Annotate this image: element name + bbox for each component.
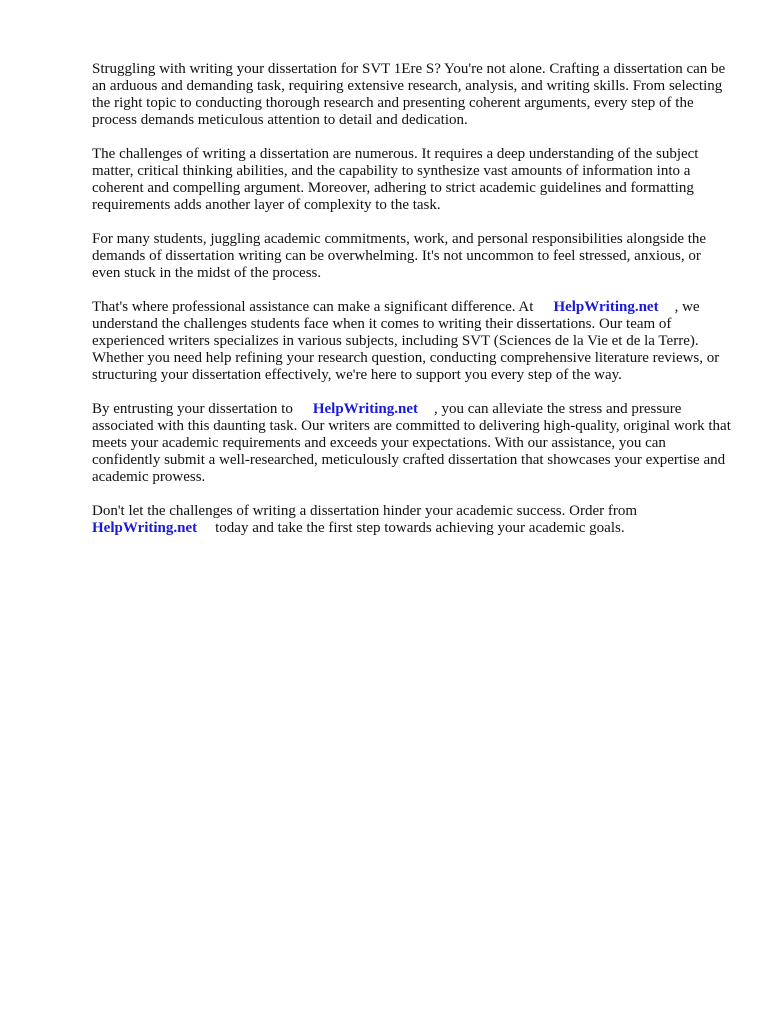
paragraph-order xyxy=(92,503,732,537)
helpwriting-link[interactable]: HelpWriting.net xyxy=(92,520,198,536)
paragraph-challenges: The challenges of writing a dissertation are numerous. It requires a deep understanding of the subject matter, critical thinking abilities, and the capability to synthesize vast amounts of information into a coherent and compelling argument. Moreover, adhering to strict academic guidelines and formatting requirements adds another layer of complexity to the task. xyxy=(92,146,699,213)
paragraph-entrusting xyxy=(92,401,732,486)
helpwriting-link[interactable]: HelpWriting.net xyxy=(553,299,659,315)
paragraph-assistance-text-before: That's where professional assistance can make a significant difference. At xyxy=(92,299,534,315)
paragraph-assistance xyxy=(92,299,732,384)
paragraph-intro: Struggling with writing your dissertation for SVT 1Ere S? You're not alone. Crafting a dissertation can be an arduous and demanding task, requiring extensive research, analysis, and writing skills. From selecting the right topic to conducting thorough research and presenting coherent arguments, every step of the process demands meticulous attention to detail and dedication. xyxy=(92,61,726,128)
document-body xyxy=(92,61,732,554)
paragraph-assistance-text-after: , we understand the challenges students face when it comes to writing their dissertations. Our team of experienced writers specializes in various subjects, including SVT (Sciences de la Vie et de la Terre). Whether you need help refining your research question, conducting comprehensive literature reviews, or structuring your dissertation effectively, we're here to support you every step of the way. xyxy=(92,299,720,383)
paragraph-students: For many students, juggling academic commitments, work, and personal responsibilities alongside the demands of dissertation writing can be overwhelming. It's not uncommon to feel stressed, anxious, or even stuck in the midst of the process. xyxy=(92,231,707,281)
paragraph-order-text-before: Don't let the challenges of writing a dissertation hinder your academic success. Order from xyxy=(92,503,638,519)
paragraph-order-text-after: today and take the first step towards achieving your academic goals. xyxy=(215,520,625,536)
paragraph-entrusting-text-after: , you can alleviate the stress and pressure associated with this daunting task. Our writers are committed to delivering high-quality, original work that meets your academic requirements and exceeds your expectations. With our assistance, you can confidently submit a well-researched, meticulously crafted dissertation that showcases your expertise and academic prowess. xyxy=(92,401,731,485)
helpwriting-link[interactable]: HelpWriting.net xyxy=(312,401,418,417)
paragraph-entrusting-text-before: By entrusting your dissertation to xyxy=(92,401,293,417)
